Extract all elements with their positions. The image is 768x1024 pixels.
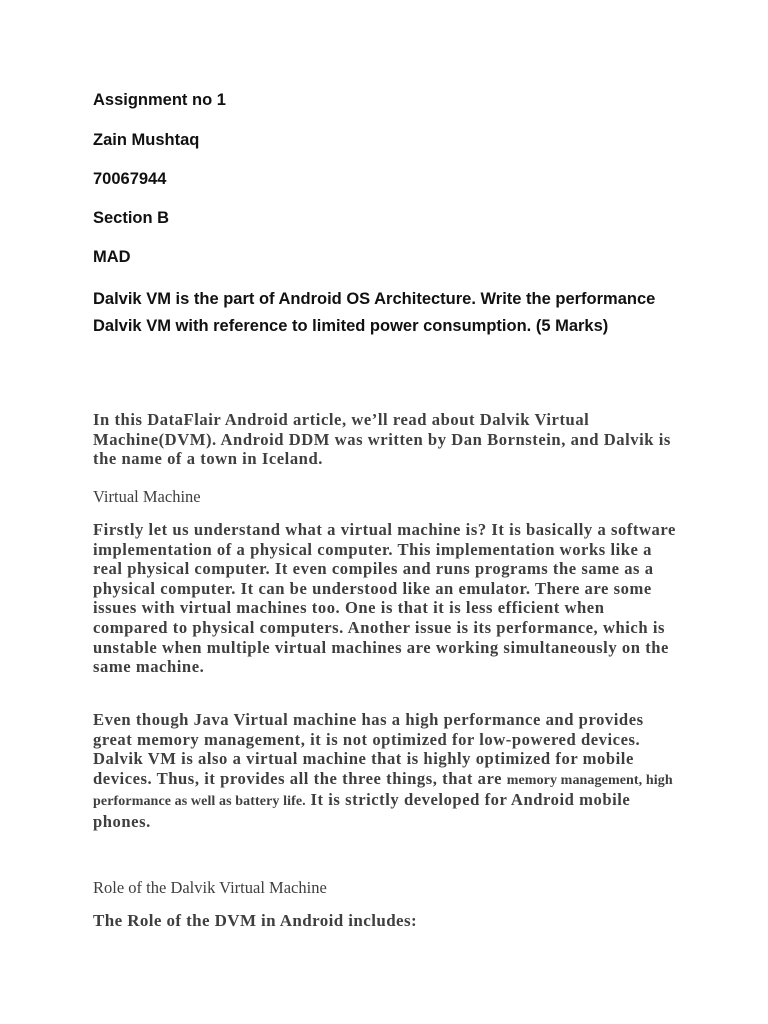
jvm-paragraph bbox=[93, 710, 683, 832]
course-label: MAD bbox=[93, 248, 131, 266]
jvm-paragraph-text-1: Even though Java Virtual machine has a high performance and provides great memory management, it is not optimized for low-powered devices. Dalvik VM is also a virtual machine that is highly optimized for mobile devices. Thus, it provides all the three things, that are bbox=[93, 710, 644, 788]
assignment-question: Dalvik VM is the part of Android OS Architecture. Write the performance Dalvik VM with reference to limited power consumption. (5 Marks) bbox=[93, 290, 656, 335]
section-label: Section B bbox=[93, 209, 170, 227]
role-intro: The Role of the DVM in Android includes: bbox=[93, 911, 418, 930]
assignment-title: Assignment no 1 bbox=[93, 91, 226, 109]
virtual-machine-paragraph: Firstly let us understand what a virtual machine is? It is basically a software implementation of a physical computer. This implementation works like a real physical computer. It even compiles and runs programs the same as a physical computer. It can be understood like an emulator. There are some issues with virtual machines too. One is that it is less efficient when compared to physical computers. Another issue is its performance, which is unstable when multiple virtual machines are working simultaneously on the same machine. bbox=[93, 520, 676, 677]
role-heading: Role of the Dalvik Virtual Machine bbox=[93, 878, 327, 897]
student-id: 70067944 bbox=[93, 170, 167, 188]
student-name: Zain Mushtaq bbox=[93, 131, 200, 149]
jvm-paragraph-highlight: memory management, high performance as well as battery life. bbox=[93, 772, 673, 810]
intro-paragraph: In this DataFlair Android article, we’ll read about Dalvik Virtual Machine(DVM). Android DDM was written by Dan Bornstein, and Dalvik is the name of a town in Iceland. bbox=[93, 410, 671, 469]
jvm-paragraph-text-2: It is strictly developed for Android mobile phones. bbox=[93, 790, 631, 831]
virtual-machine-heading: Virtual Machine bbox=[93, 487, 201, 506]
